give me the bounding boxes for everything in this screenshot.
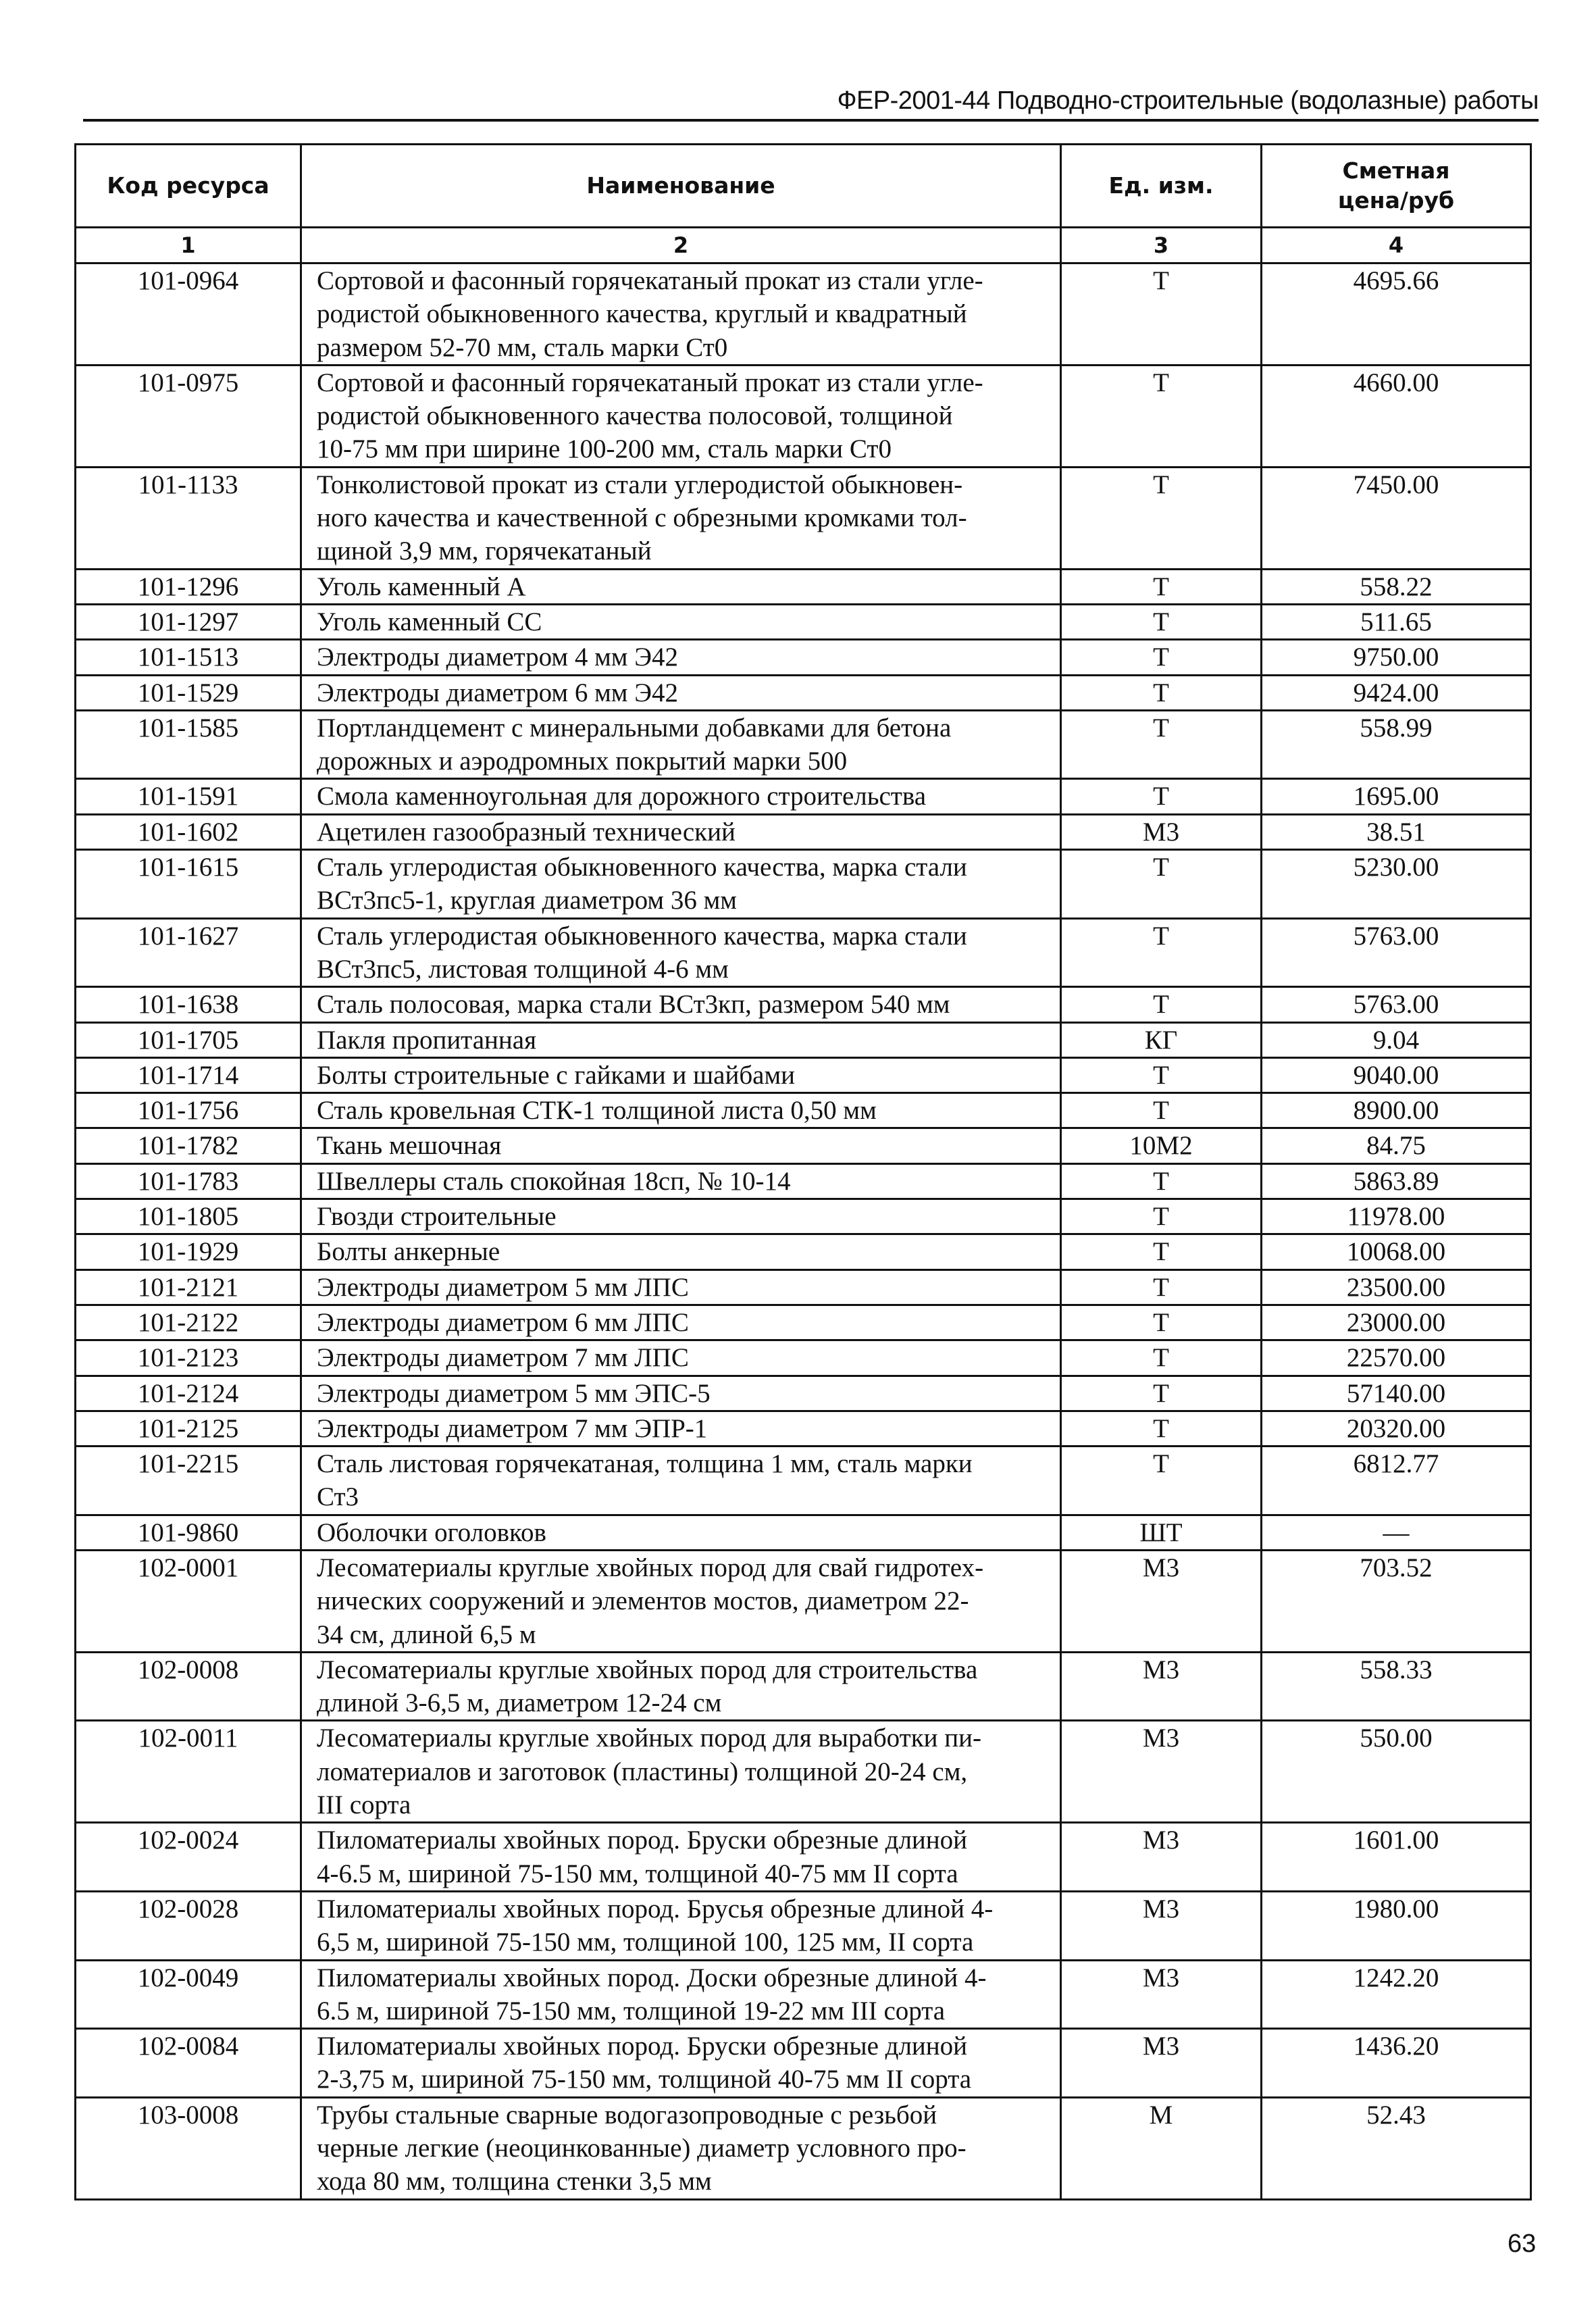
- cell-code: 102-0028: [76, 1891, 301, 1960]
- cell-price: 52.43: [1262, 2097, 1531, 2199]
- table-row: [76, 1093, 1531, 1128]
- cell-code: 101-9860: [76, 1515, 301, 1550]
- table-row: [76, 1269, 1531, 1305]
- cell-unit: Т: [1061, 365, 1262, 467]
- cell-price: 20320.00: [1262, 1411, 1531, 1446]
- cell-code: 101-2121: [76, 1269, 301, 1305]
- table-row: [76, 1163, 1531, 1199]
- cell-code: 101-1133: [76, 467, 301, 569]
- cell-price: 9424.00: [1262, 675, 1531, 710]
- cell-price: 5763.00: [1262, 918, 1531, 987]
- cell-name: Лесоматериалы круглые хвойных пород для строительства длиной 3-6,5 м, диаметром 12-24 см: [301, 1652, 1061, 1721]
- cell-price: 550.00: [1262, 1721, 1531, 1823]
- table-row: [76, 2029, 1531, 2098]
- cell-unit: Т: [1061, 987, 1262, 1022]
- cell-name: Болты строительные с гайками и шайбами: [301, 1057, 1061, 1092]
- cell-unit: Т: [1061, 1447, 1262, 1515]
- cell-code: 101-2215: [76, 1447, 301, 1515]
- header-rule: [83, 119, 1539, 122]
- cell-price: 23500.00: [1262, 1269, 1531, 1305]
- table-row: [76, 640, 1531, 675]
- cell-unit: Т: [1061, 1305, 1262, 1340]
- table-row: [76, 1891, 1531, 1960]
- cell-unit: М3: [1061, 1721, 1262, 1823]
- cell-code: 101-1627: [76, 918, 301, 987]
- cell-unit: ШТ: [1061, 1515, 1262, 1550]
- cell-unit: Т: [1061, 467, 1262, 569]
- cell-name: Оболочки оголовков: [301, 1515, 1061, 1550]
- cell-price: 6812.77: [1262, 1447, 1531, 1515]
- cell-name: Сталь углеродистая обыкновенного качества, марка стали ВСт3пс5, листовая толщиной 4-6 мм: [301, 918, 1061, 987]
- cell-name: Сталь полосовая, марка стали ВСт3кп, размером 540 мм: [301, 987, 1061, 1022]
- table-row: [76, 1234, 1531, 1269]
- cell-price: 84.75: [1262, 1128, 1531, 1163]
- cell-code: 101-0975: [76, 365, 301, 467]
- cell-price: 511.65: [1262, 604, 1531, 639]
- cell-name: Тонколистовой прокат из стали углеродистой обыкновен- ного качества и качественной с обрезными кромками тол- щиной 3,9 мм, горячекатаный: [301, 467, 1061, 569]
- cell-price: 22570.00: [1262, 1340, 1531, 1376]
- cell-code: 103-0008: [76, 2097, 301, 2199]
- cell-name: Ацетилен газообразный технический: [301, 814, 1061, 849]
- cell-price: 1980.00: [1262, 1891, 1531, 1960]
- cell-code: 101-2124: [76, 1376, 301, 1411]
- column-number-row: [76, 228, 1531, 263]
- table-row: [76, 987, 1531, 1022]
- cell-name: Сортовой и фасонный горячекатаный прокат из стали угле- родистой обыкновенного качества, круглый и квадратный размером 52-70 мм, сталь марки Ст0: [301, 263, 1061, 366]
- cell-unit: Т: [1061, 1057, 1262, 1092]
- cell-unit: М3: [1061, 814, 1262, 849]
- cell-unit: Т: [1061, 850, 1262, 919]
- table-row: [76, 365, 1531, 467]
- table-row: [76, 675, 1531, 710]
- cell-price: 558.99: [1262, 710, 1531, 779]
- resource-price-table: [74, 143, 1532, 2200]
- cell-unit: Т: [1061, 1376, 1262, 1411]
- cell-unit: М3: [1061, 2029, 1262, 2098]
- cell-unit: Т: [1061, 710, 1262, 779]
- cell-name: Электроды диаметром 7 мм ЛПС: [301, 1340, 1061, 1376]
- cell-price: 5763.00: [1262, 987, 1531, 1022]
- cell-name: Сталь кровельная СТК-1 толщиной листа 0,50 мм: [301, 1093, 1061, 1128]
- cell-name: Гвозди строительные: [301, 1199, 1061, 1234]
- cell-code: 101-1529: [76, 675, 301, 710]
- table-row: [76, 1652, 1531, 1721]
- header-code: Код ресурса: [76, 145, 301, 228]
- cell-price: 38.51: [1262, 814, 1531, 849]
- cell-code: 102-0011: [76, 1721, 301, 1823]
- cell-code: 101-2123: [76, 1340, 301, 1376]
- cell-unit: М3: [1061, 1652, 1262, 1721]
- cell-price: —: [1262, 1515, 1531, 1550]
- cell-unit: Т: [1061, 1199, 1262, 1234]
- cell-name: Пиломатериалы хвойных пород. Бруски обрезные длиной 2-3,75 м, шириной 75-150 мм, толщиной 40-75 мм II сорта: [301, 2029, 1061, 2098]
- cell-price: 5863.89: [1262, 1163, 1531, 1199]
- cell-code: 101-1782: [76, 1128, 301, 1163]
- cell-unit: 10М2: [1061, 1128, 1262, 1163]
- table-row: [76, 1022, 1531, 1057]
- cell-name: Пиломатериалы хвойных пород. Доски обрезные длиной 4- 6.5 м, шириной 75-150 мм, толщиной 19-22 мм III сорта: [301, 1960, 1061, 2029]
- cell-name: Лесоматериалы круглые хвойных пород для выработки пи- ломатериалов и заготовок (пластины) толщиной 20-24 см, III сорта: [301, 1721, 1061, 1823]
- column-number: 1: [76, 228, 301, 263]
- cell-name: Смола каменноугольная для дорожного строительства: [301, 779, 1061, 814]
- table-row: [76, 1447, 1531, 1515]
- header-name: Наименование: [301, 145, 1061, 228]
- cell-unit: Т: [1061, 918, 1262, 987]
- cell-price: 4660.00: [1262, 365, 1531, 467]
- cell-name: Электроды диаметром 5 мм ЛПС: [301, 1269, 1061, 1305]
- table-body: [76, 263, 1531, 2200]
- column-number: 2: [301, 228, 1061, 263]
- cell-name: Электроды диаметром 6 мм Э42: [301, 675, 1061, 710]
- cell-price: 1242.20: [1262, 1960, 1531, 2029]
- cell-name: Ткань мешочная: [301, 1128, 1061, 1163]
- cell-price: 1436.20: [1262, 2029, 1531, 2098]
- cell-unit: Т: [1061, 1163, 1262, 1199]
- cell-unit: КГ: [1061, 1022, 1262, 1057]
- cell-code: 101-1756: [76, 1093, 301, 1128]
- cell-unit: М3: [1061, 1550, 1262, 1652]
- cell-code: 101-1513: [76, 640, 301, 675]
- cell-code: 101-1805: [76, 1199, 301, 1234]
- table-row: [76, 569, 1531, 604]
- cell-name: Электроды диаметром 6 мм ЛПС: [301, 1305, 1061, 1340]
- column-number: 3: [1061, 228, 1262, 263]
- cell-code: 102-0008: [76, 1652, 301, 1721]
- cell-code: 102-0049: [76, 1960, 301, 2029]
- cell-price: 57140.00: [1262, 1376, 1531, 1411]
- table-row: [76, 850, 1531, 919]
- header-price: Сметная цена/руб: [1262, 145, 1531, 228]
- cell-code: 101-1714: [76, 1057, 301, 1092]
- table-row: [76, 604, 1531, 639]
- table-row: [76, 1550, 1531, 1652]
- cell-name: Пиломатериалы хвойных пород. Бруски обрезные длиной 4-6.5 м, шириной 75-150 мм, толщиной 40-75 мм II сорта: [301, 1823, 1061, 1892]
- cell-name: Пиломатериалы хвойных пород. Брусья обрезные длиной 4- 6,5 м, шириной 75-150 мм, толщиной 100, 125 мм, II сорта: [301, 1891, 1061, 1960]
- cell-price: 9750.00: [1262, 640, 1531, 675]
- cell-price: 1695.00: [1262, 779, 1531, 814]
- table-row: [76, 918, 1531, 987]
- cell-code: 101-1297: [76, 604, 301, 639]
- table-row: [76, 1960, 1531, 2029]
- table-row: [76, 1823, 1531, 1892]
- cell-unit: Т: [1061, 1340, 1262, 1376]
- cell-price: 7450.00: [1262, 467, 1531, 569]
- cell-name: Пакля пропитанная: [301, 1022, 1061, 1057]
- cell-price: 558.22: [1262, 569, 1531, 604]
- cell-price: 9040.00: [1262, 1057, 1531, 1092]
- cell-name: Трубы стальные сварные водогазопроводные с резьбой черные легкие (неоцинкованные) диаметр условного про- хода 80 мм, толщина стенки 3,5 мм: [301, 2097, 1061, 2199]
- cell-code: 101-1783: [76, 1163, 301, 1199]
- cell-code: 101-0964: [76, 263, 301, 366]
- cell-unit: Т: [1061, 640, 1262, 675]
- cell-code: 101-1602: [76, 814, 301, 849]
- cell-code: 101-1585: [76, 710, 301, 779]
- table-row: [76, 779, 1531, 814]
- cell-price: 1601.00: [1262, 1823, 1531, 1892]
- cell-price: 11978.00: [1262, 1199, 1531, 1234]
- cell-code: 101-2125: [76, 1411, 301, 1446]
- table-row: [76, 1340, 1531, 1376]
- cell-unit: М: [1061, 2097, 1262, 2199]
- cell-code: 102-0084: [76, 2029, 301, 2098]
- cell-unit: Т: [1061, 604, 1262, 639]
- cell-name: Сталь углеродистая обыкновенного качества, марка стали ВСт3пс5-1, круглая диаметром 36 мм: [301, 850, 1061, 919]
- cell-code: 101-1296: [76, 569, 301, 604]
- cell-name: Уголь каменный СС: [301, 604, 1061, 639]
- cell-code: 101-2122: [76, 1305, 301, 1340]
- cell-price: 558.33: [1262, 1652, 1531, 1721]
- cell-name: Болты анкерные: [301, 1234, 1061, 1269]
- cell-price: 8900.00: [1262, 1093, 1531, 1128]
- cell-price: 4695.66: [1262, 263, 1531, 366]
- cell-name: Лесоматериалы круглые хвойных пород для свай гидротех- нических сооружений и элементов мостов, диаметром 22- 34 см, длиной 6,5 м: [301, 1550, 1061, 1652]
- cell-price: 23000.00: [1262, 1305, 1531, 1340]
- cell-unit: М3: [1061, 1960, 1262, 2029]
- running-head: ФЕР-2001-44 Подводно-строительные (водолазные) работы: [837, 86, 1539, 115]
- cell-code: 102-0001: [76, 1550, 301, 1652]
- cell-unit: Т: [1061, 569, 1262, 604]
- cell-price: 9.04: [1262, 1022, 1531, 1057]
- cell-price: 703.52: [1262, 1550, 1531, 1652]
- cell-unit: М3: [1061, 1891, 1262, 1960]
- cell-code: 102-0024: [76, 1823, 301, 1892]
- cell-code: 101-1638: [76, 987, 301, 1022]
- table-row: [76, 1057, 1531, 1092]
- cell-name: Портландцемент с минеральными добавками для бетона дорожных и аэродромных покрытий марки 500: [301, 710, 1061, 779]
- cell-name: Электроды диаметром 4 мм Э42: [301, 640, 1061, 675]
- table-row: [76, 2097, 1531, 2199]
- cell-unit: М3: [1061, 1823, 1262, 1892]
- table-row: [76, 814, 1531, 849]
- table-row: [76, 710, 1531, 779]
- cell-unit: Т: [1061, 1234, 1262, 1269]
- table-row: [76, 1376, 1531, 1411]
- table-row: [76, 1199, 1531, 1234]
- cell-code: 101-1615: [76, 850, 301, 919]
- table-row: [76, 1515, 1531, 1550]
- cell-unit: Т: [1061, 1093, 1262, 1128]
- page-number: 63: [1508, 2230, 1537, 2258]
- cell-unit: Т: [1061, 1269, 1262, 1305]
- cell-code: 101-1591: [76, 779, 301, 814]
- cell-price: 5230.00: [1262, 850, 1531, 919]
- cell-name: Сталь листовая горячекатаная, толщина 1 мм, сталь марки Ст3: [301, 1447, 1061, 1515]
- table-row: [76, 1128, 1531, 1163]
- cell-price: 10068.00: [1262, 1234, 1531, 1269]
- cell-unit: Т: [1061, 263, 1262, 366]
- table-header-row: [76, 145, 1531, 228]
- header-unit: Ед. изм.: [1061, 145, 1262, 228]
- cell-name: Уголь каменный А: [301, 569, 1061, 604]
- cell-unit: Т: [1061, 1411, 1262, 1446]
- table-row: [76, 1305, 1531, 1340]
- column-number: 4: [1262, 228, 1531, 263]
- cell-name: Сортовой и фасонный горячекатаный прокат из стали угле- родистой обыкновенного качества полосовой, толщиной 10-75 мм при ширине 100-200 мм, сталь марки Ст0: [301, 365, 1061, 467]
- table-row: [76, 467, 1531, 569]
- cell-code: 101-1929: [76, 1234, 301, 1269]
- table-row: [76, 263, 1531, 366]
- cell-unit: Т: [1061, 779, 1262, 814]
- table-row: [76, 1721, 1531, 1823]
- cell-unit: Т: [1061, 675, 1262, 710]
- cell-name: Электроды диаметром 5 мм ЭПС-5: [301, 1376, 1061, 1411]
- cell-code: 101-1705: [76, 1022, 301, 1057]
- cell-name: Швеллеры сталь спокойная 18сп, № 10-14: [301, 1163, 1061, 1199]
- cell-name: Электроды диаметром 7 мм ЭПР-1: [301, 1411, 1061, 1446]
- table-row: [76, 1411, 1531, 1446]
